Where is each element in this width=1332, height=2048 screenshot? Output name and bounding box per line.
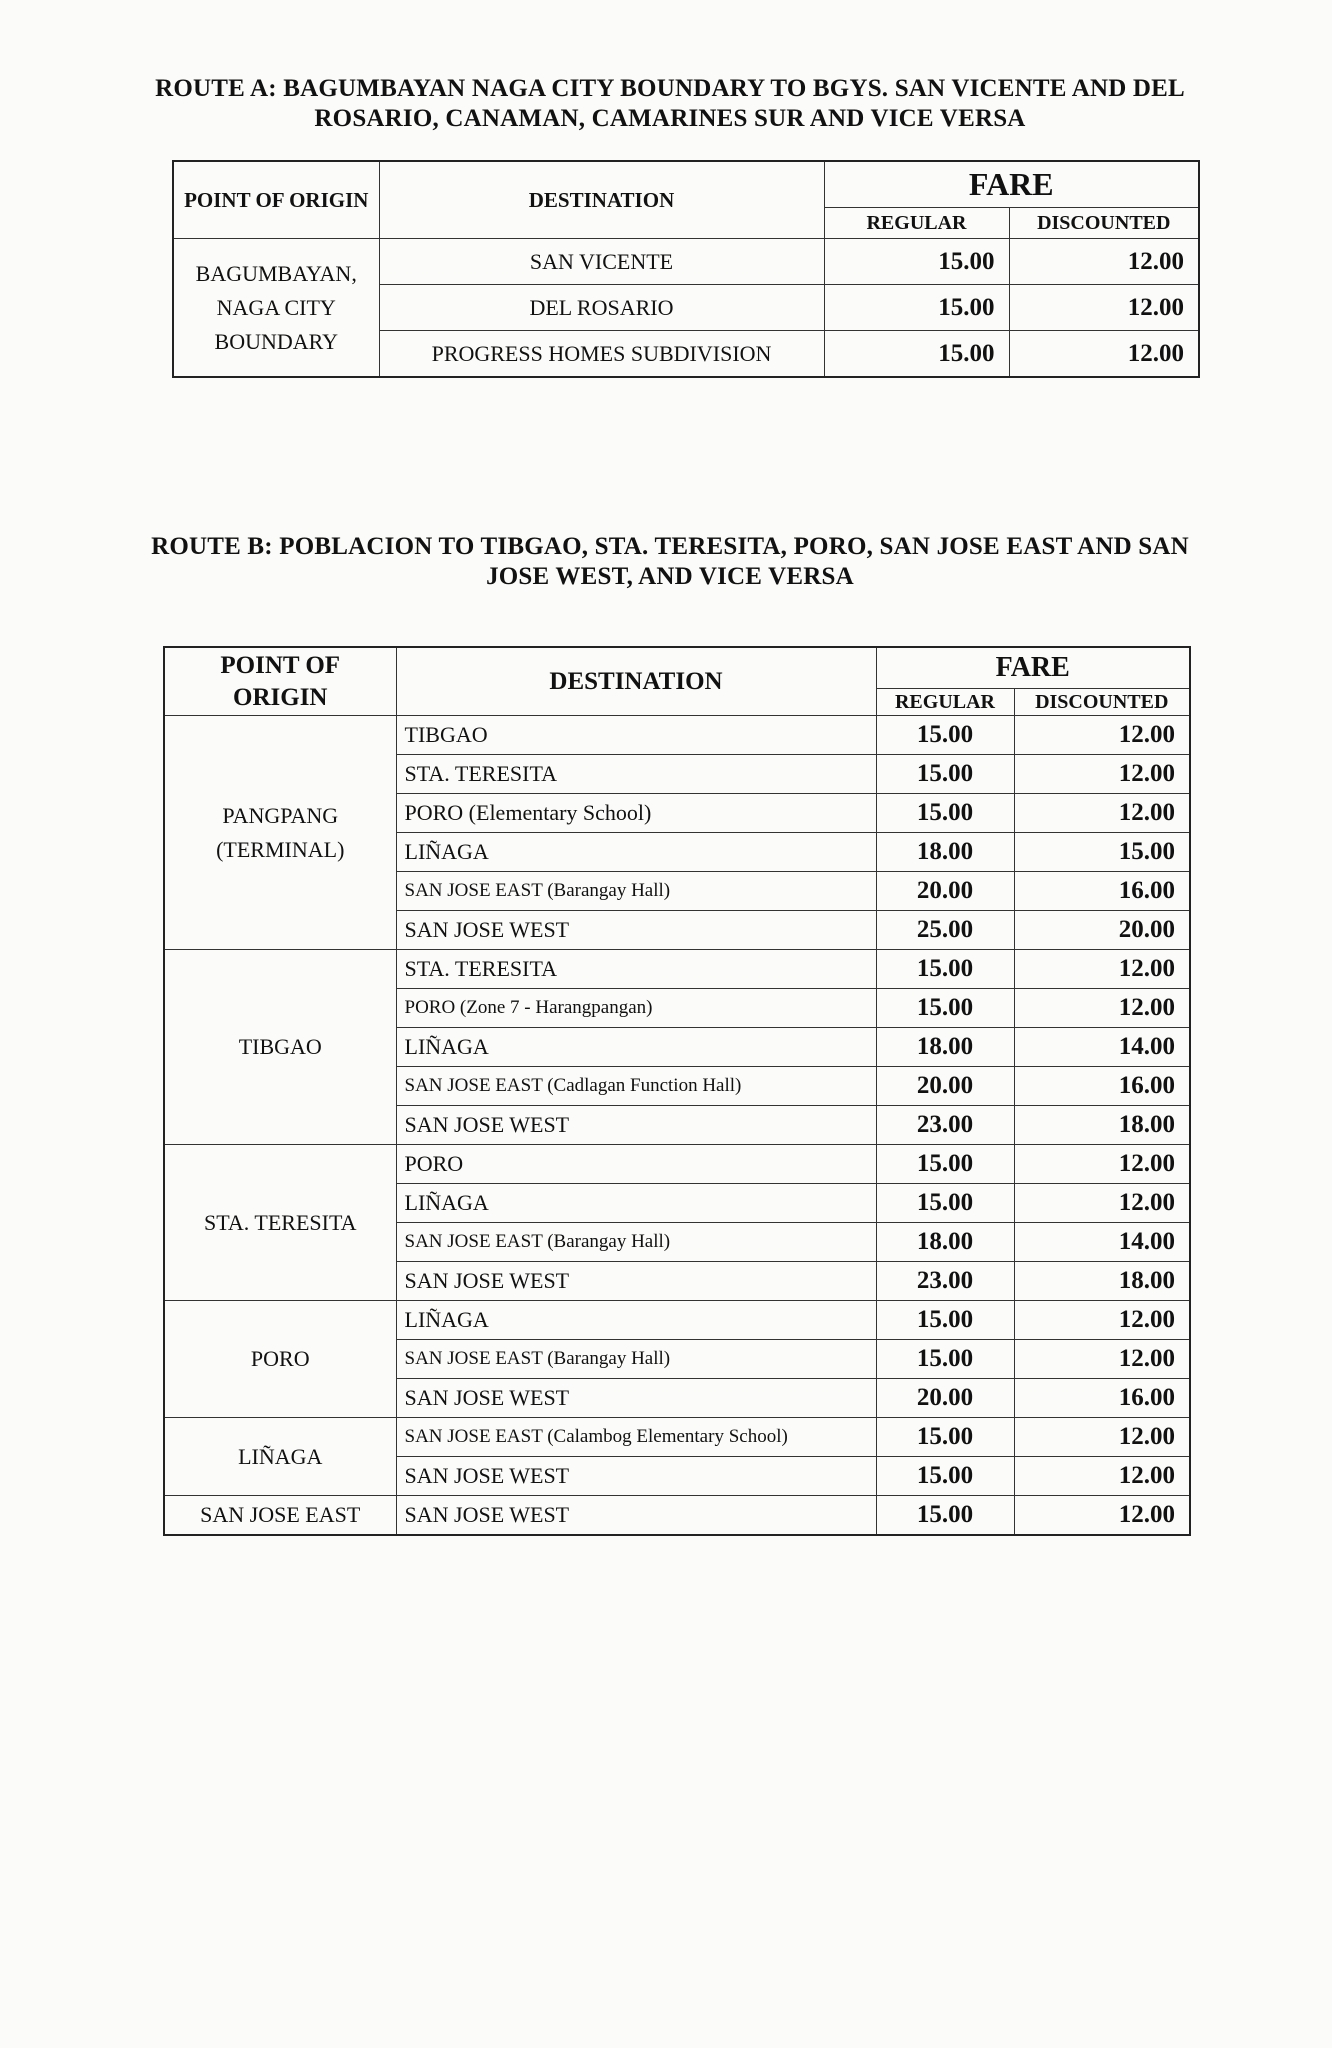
destination-cell: PORO (Zone 7 - Harangpangan) [396,989,876,1028]
regular-fare-cell: 18.00 [876,1223,1014,1262]
discounted-fare-cell: 16.00 [1014,1067,1190,1106]
origin-header: POINT OF ORIGIN [164,647,396,716]
destination-cell: SAN JOSE EAST (Barangay Hall) [396,872,876,911]
regular-fare-cell: 15.00 [824,331,1009,378]
regular-fare-cell: 15.00 [876,950,1014,989]
regular-fare-cell: 18.00 [876,833,1014,872]
regular-fare-cell: 15.00 [876,1301,1014,1340]
origin-cell: SAN JOSE EAST [164,1496,396,1536]
regular-fare-cell: 15.00 [876,716,1014,755]
regular-fare-cell: 15.00 [876,1145,1014,1184]
discounted-fare-cell: 12.00 [1014,755,1190,794]
discounted-fare-cell: 16.00 [1014,1379,1190,1418]
destination-cell: SAN JOSE EAST (Barangay Hall) [396,1223,876,1262]
regular-fare-cell: 20.00 [876,872,1014,911]
regular-fare-cell: 15.00 [876,1184,1014,1223]
discounted-fare-cell: 12.00 [1014,950,1190,989]
regular-fare-cell: 15.00 [876,1418,1014,1457]
regular-fare-cell: 20.00 [876,1379,1014,1418]
regular-fare-cell: 15.00 [876,1340,1014,1379]
table-row [164,716,1190,755]
destination-cell: SAN JOSE EAST (Calambog Elementary School) [396,1418,876,1457]
destination-cell: PORO (Elementary School) [396,794,876,833]
discounted-fare-cell: 12.00 [1014,1457,1190,1496]
destination-header: DESTINATION [396,647,876,716]
discounted-fare-cell: 12.00 [1009,285,1199,331]
regular-fare-cell: 23.00 [876,1262,1014,1301]
destination-cell: SAN JOSE EAST (Cadlagan Function Hall) [396,1067,876,1106]
origin-cell: TIBGAO [164,950,396,1145]
route-b-fare-table [163,646,1191,1536]
origin-cell: BAGUMBAYAN, NAGA CITY BOUNDARY [173,239,379,378]
route-a-fare-table [172,160,1200,378]
regular-header: REGULAR [876,689,1014,716]
destination-cell: STA. TERESITA [396,755,876,794]
regular-fare-cell: 15.00 [824,239,1009,285]
regular-header: REGULAR [824,208,1009,239]
destination-cell: PORO [396,1145,876,1184]
discounted-fare-cell: 12.00 [1014,989,1190,1028]
discounted-fare-cell: 12.00 [1014,1418,1190,1457]
origin-cell: PANGPANG (TERMINAL) [164,716,396,950]
destination-cell: LIÑAGA [396,833,876,872]
table-row [164,1145,1190,1184]
regular-fare-cell: 15.00 [876,989,1014,1028]
table-row [164,1418,1190,1457]
destination-cell: SAN JOSE WEST [396,1457,876,1496]
discounted-fare-cell: 18.00 [1014,1262,1190,1301]
table-row [173,239,1199,285]
discounted-fare-cell: 12.00 [1009,239,1199,285]
route-a-title: ROUTE A: BAGUMBAYAN NAGA CITY BOUNDARY TO BGYS. SAN VICENTE AND DEL ROSARIO, CANAMAN, CAMARINES SUR AND VICE VERSA [155,75,1185,132]
route-b-title: ROUTE B: POBLACION TO TIBGAO, STA. TERESITA, PORO, SAN JOSE EAST AND SAN JOSE WEST, AND VICE VERSA [151,533,1189,590]
destination-cell: SAN JOSE EAST (Barangay Hall) [396,1340,876,1379]
table-row [164,1496,1190,1536]
discounted-fare-cell: 12.00 [1014,1340,1190,1379]
destination-cell: LIÑAGA [396,1301,876,1340]
discounted-fare-cell: 20.00 [1014,911,1190,950]
regular-fare-cell: 18.00 [876,1028,1014,1067]
destination-cell: SAN JOSE WEST [396,1379,876,1418]
origin-header: POINT OF ORIGIN [173,161,379,239]
discounted-fare-cell: 12.00 [1014,1145,1190,1184]
destination-cell: STA. TERESITA [396,950,876,989]
discounted-fare-cell: 12.00 [1014,794,1190,833]
discounted-fare-cell: 12.00 [1014,716,1190,755]
regular-fare-cell: 15.00 [876,1496,1014,1536]
origin-cell: LIÑAGA [164,1418,396,1496]
destination-cell: LIÑAGA [396,1028,876,1067]
destination-cell: SAN JOSE WEST [396,1262,876,1301]
table-row [164,1301,1190,1340]
destination-cell: SAN JOSE WEST [396,1106,876,1145]
discounted-fare-cell: 12.00 [1014,1301,1190,1340]
destination-cell: SAN VICENTE [379,239,824,285]
discounted-fare-cell: 14.00 [1014,1223,1190,1262]
regular-fare-cell: 15.00 [824,285,1009,331]
regular-fare-cell: 15.00 [876,755,1014,794]
discounted-fare-cell: 12.00 [1014,1184,1190,1223]
discounted-header: DISCOUNTED [1009,208,1199,239]
discounted-fare-cell: 14.00 [1014,1028,1190,1067]
regular-fare-cell: 20.00 [876,1067,1014,1106]
destination-cell: LIÑAGA [396,1184,876,1223]
destination-cell: TIBGAO [396,716,876,755]
fare-header: FARE [876,647,1190,689]
origin-cell: STA. TERESITA [164,1145,396,1301]
destination-cell: SAN JOSE WEST [396,911,876,950]
regular-fare-cell: 15.00 [876,794,1014,833]
discounted-header: DISCOUNTED [1014,689,1190,716]
destination-header: DESTINATION [379,161,824,239]
regular-fare-cell: 15.00 [876,1457,1014,1496]
discounted-fare-cell: 18.00 [1014,1106,1190,1145]
origin-cell: PORO [164,1301,396,1418]
fare-header: FARE [824,161,1199,208]
discounted-fare-cell: 16.00 [1014,872,1190,911]
regular-fare-cell: 25.00 [876,911,1014,950]
destination-cell: SAN JOSE WEST [396,1496,876,1536]
discounted-fare-cell: 12.00 [1009,331,1199,378]
discounted-fare-cell: 15.00 [1014,833,1190,872]
table-row [164,950,1190,989]
destination-cell: PROGRESS HOMES SUBDIVISION [379,331,824,378]
regular-fare-cell: 23.00 [876,1106,1014,1145]
discounted-fare-cell: 12.00 [1014,1496,1190,1536]
destination-cell: DEL ROSARIO [379,285,824,331]
